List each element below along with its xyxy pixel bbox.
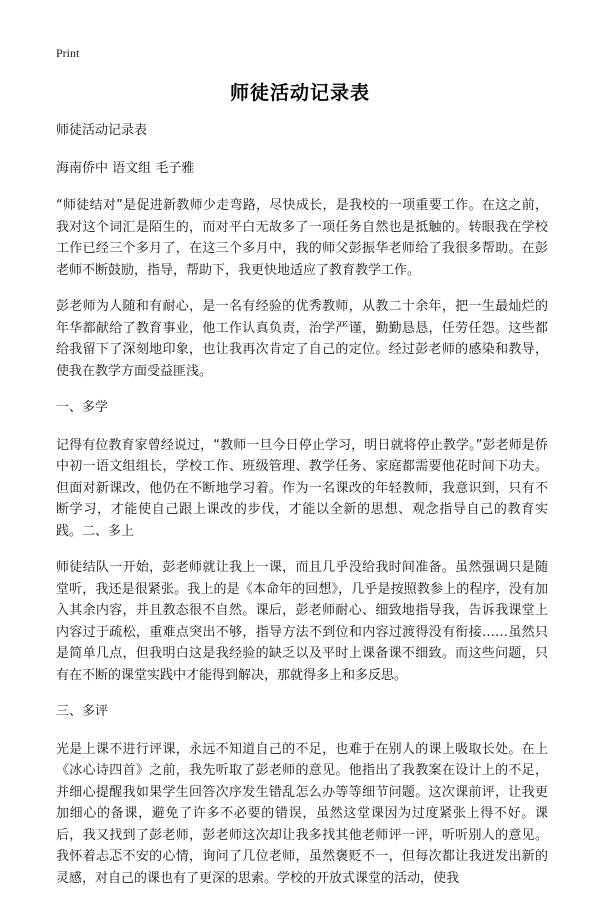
paragraph-review: 光是上课不进行评课，永远不知道自己的不足，也难于在别人的课上吸取长处。在上《冰心诗四首》之前，我先听取了彭老师的意见。他指出了我教案在设计上的不足，并细心提醒我如果学生回答次序发生错乱怎么办等等细节问题。这次课前评，让我更加细心的备课，避免了许多不必要的错误，虽然这堂课因为过度紧张上得不好。课后，我又找到了彭老师，彭老师这次却让我多找其他老师评一评，听听别人的意见。我怀着忐忑不安的心情，询问了几位老师，虽然褒贬不一，但每次都让我迸发出新的灵感，对自己的课也有了更深的思索。学校的开放式课堂的活动，使我 bbox=[56, 741, 548, 886]
print-link[interactable]: Print bbox=[56, 46, 80, 60]
paragraph-learn: 记得有位教育家曾经说过，“教师一旦今日停止学习，明日就将停止教学。”彭老师是侨中初一语文组组长，学校工作、班级管理、教学任务、家庭都需要他花时间下功夫。但面对新课改，他仍在不断地学习着。作为一名课改的年轻教师，我意识到，只有不断学习，才能使自己跟上课改的步伐，才能以全新的思想、观念指导自己的教育实践。二、多上 bbox=[56, 437, 548, 539]
document-title: 师徒活动记录表 bbox=[229, 82, 370, 104]
paragraph-teach: 师徒结队一开始，彭老师就让我上一课，而且几乎没给我时间准备。虽然强调只是随堂听，我还是很紧张。我上的是《本命年的回想》，几乎是按照教参上的程序，没有加入其余内容，并且教态很不自然。课后，彭老师耐心、细致地指导我，告诉我课堂上内容过于疏松，重难点突出不够，指导方法不到位和内容过渡得没有衔接……虽然只是简单几点，但我明白这是我经验的缺乏以及平时上课备课不细致。而这些问题，只有在不断的课堂实践中才能得到解决，那就得多上和多反思。 bbox=[56, 560, 548, 683]
paragraph-intro: “师徒结对”是促进新教师少走弯路，尽快成长，是我校的一项重要工作。在这之前，我对这个词汇是陌生的，而对平白无故多了一项任务自然也是抵触的。转眼我在学校工作已经三个多月了，在这三个多月中，我的师父彭振华老师给了我很多帮助。在彭老师不断鼓励，指导，帮助下，我更快地适应了教育教学工作。 bbox=[56, 198, 548, 278]
section-heading-review: 三、多评 bbox=[56, 704, 109, 719]
author-line: 海南侨中 语文组 毛子雅 bbox=[56, 160, 195, 176]
document-subtitle: 师徒活动记录表 bbox=[56, 123, 148, 138]
paragraph-mentor-description: 彭老师为人随和有耐心，是一名有经验的优秀教师，从教二十余年，把一生最灿烂的年华都献给了教育事业，他工作认真负责，治学严谨，勤勤恳恳，任劳任怨。这些都给我留下了深刻地印象，也让我再次肯定了自己的定位。经过彭老师的感染和教导，使我在教学方面受益匪浅。 bbox=[56, 299, 548, 379]
document-body bbox=[56, 120, 548, 904]
section-heading-learn: 一、多学 bbox=[56, 400, 109, 415]
